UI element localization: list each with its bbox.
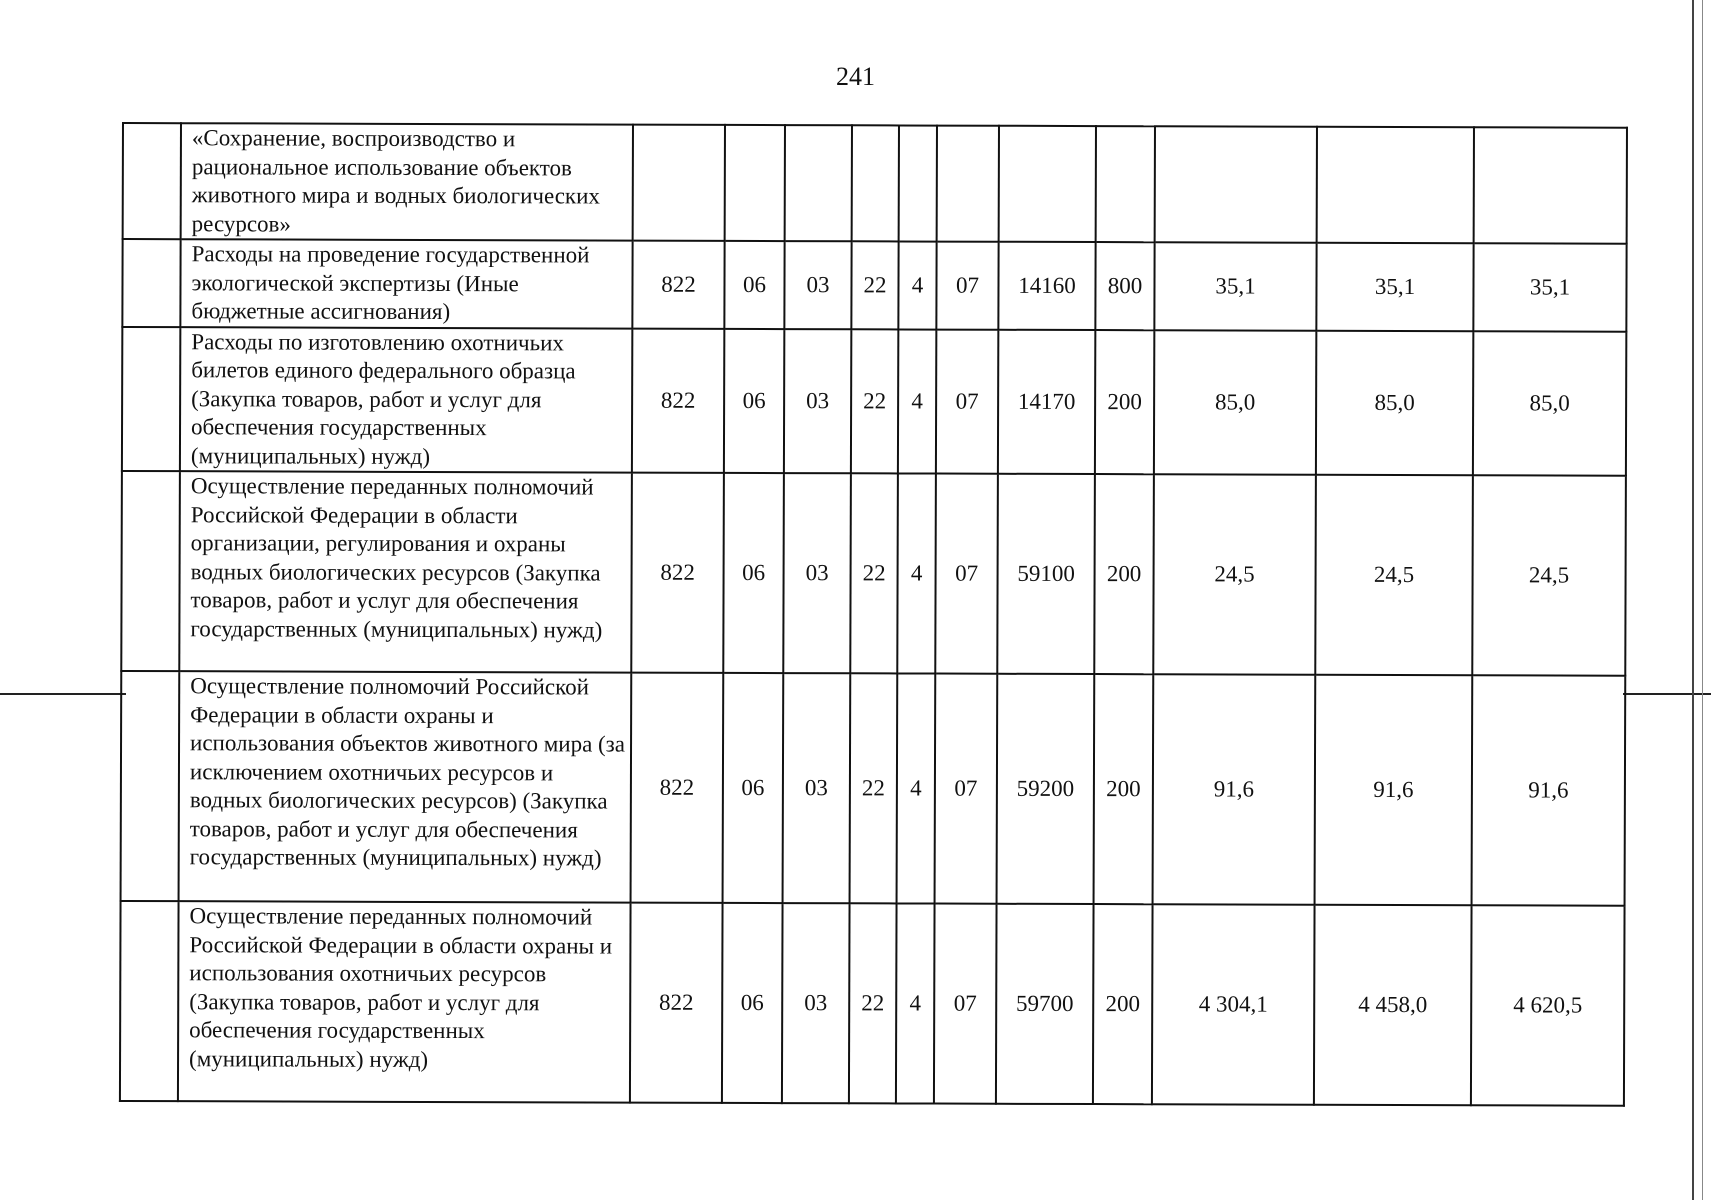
table-row [121, 471, 1626, 676]
row-number-cell [121, 671, 180, 901]
code-cell: 4 [897, 673, 936, 903]
code-cell: 59700 [996, 904, 1094, 1104]
code-cell [999, 126, 1096, 242]
code-cell: 06 [723, 673, 784, 903]
code-cell: 03 [783, 473, 851, 673]
code-cell: 07 [935, 674, 998, 904]
scan-artifact-line-left [0, 693, 126, 695]
code-cell: 4 [896, 903, 935, 1103]
amount-cell: 24,5 [1472, 475, 1626, 675]
code-cell: 200 [1093, 904, 1153, 1104]
table-row [122, 327, 1626, 476]
table-row [123, 123, 1627, 244]
code-cell: 22 [850, 673, 898, 903]
amount-cell: 85,0 [1473, 331, 1626, 476]
code-cell: 07 [934, 904, 997, 1104]
row-number-cell [120, 901, 179, 1101]
scan-artifact-line-right [1623, 693, 1711, 695]
code-cell: 822 [630, 903, 723, 1103]
row-name-cell: «Сохранение, воспроизводство и рациональное использование объектов животного мира и водных биологических ресурсов» [181, 123, 633, 240]
code-cell: 03 [783, 673, 851, 903]
code-cell: 822 [631, 473, 724, 673]
scan-edge-line [1692, 0, 1694, 1200]
amount-cell: 35,1 [1154, 242, 1316, 330]
amount-cell [1474, 127, 1627, 243]
code-cell [1096, 126, 1155, 242]
amount-cell [1155, 126, 1317, 243]
budget-table [119, 122, 1628, 1107]
code-cell [899, 125, 937, 241]
amount-cell [1317, 127, 1474, 243]
code-cell: 06 [722, 903, 783, 1103]
code-cell [937, 126, 999, 242]
row-name-cell: Расходы по изготовлению охотничьих билетов единого федерального образца (Закупка товаров, работ и услуг для обеспечения государственных (муниципальных) нужд) [180, 327, 632, 473]
amount-cell: 85,0 [1154, 330, 1316, 475]
row-number-cell [121, 471, 180, 671]
code-cell: 200 [1094, 674, 1154, 904]
code-cell: 14160 [998, 242, 1095, 330]
code-cell [785, 125, 852, 241]
amount-cell: 85,0 [1316, 330, 1473, 475]
row-name-cell: Осуществление полномочий Российской Федерации в области охраны и использования объектов животного мира (за исключением охотничьих ресурсов и водных биологических ресурсов) (Закупка товаров, работ и услуг для обеспечения государственных (муниципальных) нужд) [179, 671, 632, 902]
code-cell: 06 [724, 328, 784, 473]
amount-cell: 91,6 [1315, 675, 1473, 905]
code-cell: 03 [784, 241, 851, 329]
code-cell: 22 [850, 473, 898, 673]
code-cell: 07 [935, 474, 998, 674]
table-row [121, 671, 1626, 906]
code-cell: 822 [631, 673, 724, 903]
code-cell: 22 [849, 903, 897, 1103]
code-cell: 22 [851, 241, 898, 329]
code-cell: 22 [851, 329, 898, 474]
code-cell [633, 125, 725, 241]
row-name-cell: Осуществление переданных полномочий Российской Федерации в области организации, регулирования и охраны водных биологических ресурсов (Закупка товаров, работ и услуг для обеспечения государственных (муниципальных) нужд) [179, 471, 632, 672]
amount-cell: 4 620,5 [1471, 905, 1625, 1105]
code-cell: 822 [632, 241, 724, 329]
code-cell: 4 [897, 473, 936, 673]
code-cell: 14170 [998, 329, 1095, 474]
scan-edge-line-secondary [1702, 0, 1703, 1200]
code-cell: 07 [936, 329, 998, 474]
code-cell [852, 125, 899, 241]
amount-cell: 91,6 [1472, 675, 1626, 905]
row-number-cell [122, 239, 180, 327]
code-cell: 200 [1095, 330, 1154, 475]
code-cell: 03 [782, 903, 850, 1103]
code-cell: 4 [898, 329, 936, 474]
code-cell [725, 125, 785, 241]
code-cell: 03 [784, 329, 851, 474]
amount-cell: 4 458,0 [1314, 905, 1472, 1105]
amount-cell: 4 304,1 [1152, 904, 1315, 1105]
code-cell: 06 [724, 241, 784, 329]
code-cell: 59200 [997, 674, 1095, 904]
page-number: 241 [836, 62, 875, 91]
amount-cell: 35,1 [1316, 243, 1473, 331]
amount-cell: 24,5 [1153, 474, 1316, 675]
amount-cell: 35,1 [1473, 243, 1626, 331]
row-name-cell: Осуществление переданных полномочий Российской Федерации в области охраны и использования охотничьих ресурсов (Закупка товаров, работ и услуг для обеспечения государственных (муниципальных) нужд) [178, 901, 631, 1102]
table-row [120, 901, 1625, 1106]
code-cell: 06 [723, 473, 784, 673]
code-cell: 822 [632, 328, 724, 473]
row-name-cell: Расходы на проведение государственной экологической экспертизы (Иные бюджетные ассигнования) [180, 239, 632, 328]
amount-cell: 24,5 [1315, 475, 1473, 675]
table-body [120, 123, 1627, 1106]
code-cell: 07 [936, 242, 998, 330]
code-cell: 4 [898, 241, 936, 329]
code-cell: 200 [1094, 474, 1154, 674]
table-row [122, 239, 1626, 331]
row-number-cell [123, 123, 181, 239]
code-cell: 800 [1095, 242, 1154, 330]
code-cell: 59100 [997, 474, 1095, 674]
row-number-cell [122, 327, 180, 472]
amount-cell: 91,6 [1153, 674, 1316, 905]
